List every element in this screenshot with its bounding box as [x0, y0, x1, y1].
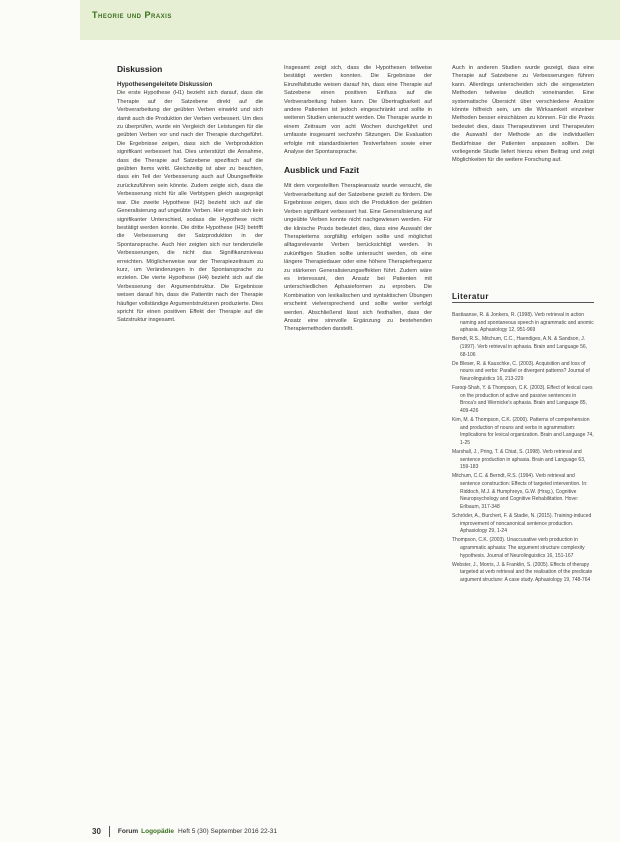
journal-name: Forum — [117, 828, 139, 835]
header-band — [80, 0, 620, 40]
page-number: 30 — [92, 827, 101, 836]
body-text-col2-bottom: Mit dem vorgestellten Therapieansatz wurde versucht, die Verbverarbeitung auf der Satzebene gezielt zu fördern. Die Ergebnisse zeigen, dass sich die Produktion der geübten Verben signifikant verbessert hat. Eine Generalisierung auf ungeübte Verben konnte nicht nachgewiesen werden. Für die klinische Praxis bedeutet dies, dass eine Auswahl der Therapieitems sorgfältig erfolgen sollte und möglichst alltagsrelevante Verben berücksichtigt werden. In zukünftigen Studien sollte untersucht werden, ob eine längere Therapiedauer oder eine höhere Therapiefrequenz zu stärkeren Generalisierungseffekten führt. Zudem wäre es interessant, den Ansatz bei Patienten mit unterschiedlichen Aphasieformen zu erproben. Die Kombination von lexikalischen und syntaktischen Übungen erscheint vielversprechend und sollte weiter verfolgt werden. Abschließend lässt sich festhalten, dass der Ansatz eine sinnvolle Ergänzung zu bestehenden Therapiemethoden darstellt. — [284, 183, 432, 333]
heading-diskussion: Diskussion — [117, 64, 163, 74]
reference-list — [452, 312, 594, 812]
literature-heading: Literatur — [452, 292, 594, 303]
heading-ausblick: Ausblick und Fazit — [284, 165, 360, 176]
reference-item: Bastiaanse, R. & Jonkers, R. (1998). Verb retrieval in action naming and spontaneous speech in agrammatic and anomic aphasia. Aphasiology 12, 951-969 — [452, 312, 594, 334]
reference-item: De Bleser, R. & Kauschke, C. (2003). Acquisition and loss of nouns and verbs: Parallel or divergent patterns? Journal of Neurolinguistics 16, 213-229 — [452, 360, 590, 382]
body-text-col1: Die erste Hypothese (H1) bezieht sich darauf, dass die Therapie auf der Satzebene direkt auf die Verbverarbeitung der geübten Verben einwirkt und sich damit auch die Produktion der Verben verbessert. Um dies zu überprüfen, wurde ein Vergleich der Leistungen für die geübten Verben vor und nach der Therapie durchgeführt. Die Ergebnisse zeigen, dass sich die Verbproduktion signifikant verbessert hat. Dies unterstützt die Annahme, dass die Therapie auf Satzebene spezifisch auf die geübten Items wirkt. Gleichzeitig ist aber zu beachten, dass ein Teil der Verbesserung auch auf Übungseffekte zurückzuführen sein könnte. Zudem zeigte sich, dass die Verbesserung nicht für alle Verbtypen gleich ausgeprägt war. Die zweite Hypothese (H2) bezieht sich auf die Generalisierung auf ungeübte Verben. Hier ergab sich kein signifikanter Unterschied, sodass die Hypothese nicht bestätigt werden konnte. Die dritte Hypothese (H3) betrifft die Verbesserung der Satzproduktion in der Spontansprache. Auch hier zeigten sich nur tendenzielle Verbesserungen, die nicht das Signifikanzniveau erreichten. Möglicherweise war der Therapiezeitraum zu kurz, um Veränderungen in der Spontansprache zu erzielen. Die vierte Hypothese (H4) bezieht sich auf die Verbesserung der Argumentstruktur. Die Ergebnisse weisen darauf hin, dass die Patientin nach der Therapie häufiger vollständige Argumentstrukturen produzierte. Dies spricht für einen positiven Effekt der Therapie auf die Satzstruktur insgesamt. — [117, 90, 263, 324]
body-text-col2-top: Insgesamt zeigt sich, dass die Hypothesen teilweise bestätigt werden konnten. Die Ergebnisse der Einzelfallstudie weisen darauf hin, dass eine Therapie auf Satzebene einen positiven Einfluss auf die Verbverarbeitung haben kann. Die Übertragbarkeit auf andere Patienten ist jedoch eingeschränkt und sollte in weiteren Studien untersucht werden. Die Therapie wurde in einem Zeitraum von acht Wochen durchgeführt und umfasste insgesamt sechzehn Sitzungen. Die Evaluation erfolgte mit standardisierten Testverfahren sowie einer Analyse der Spontansprache. — [284, 65, 432, 156]
reference-item: Webster, J., Morris, J. & Franklin, S. (2005). Effects of therapy targeted at verb retrieval and the realisation of the predicate argument structure: A case study. Aphasiology 19, 748-764 — [452, 561, 593, 583]
reference-item: Mitchum, C.C. & Berndt, R.S. (1994). Verb retrieval and sentence construction: Effects of targeted intervention. In: Riddoch, M.J. & Humphreys, G.W. (Hrsg.), Cognitive Neuropsychology and Cognitive Rehabilitation. Hove: Erlbaum, 317-348 — [452, 473, 588, 510]
reference-item: Faroqi-Shah, Y. & Thompson, C.K. (2003). Effect of lexical cues on the production of active and passive sentences in Broca's and Wernicke's aphasia. Brain and Language 85, 409-426 — [452, 385, 593, 414]
body-text-col3: Auch in anderen Studien wurde gezeigt, dass eine Therapie auf Satzebene zu Verbesserungen führen kann. Allerdings unterscheiden sich die eingesetzten Methoden teilweise deutlich voneinander. Eine systematische Übersicht über verschiedene Ansätze könnte hilfreich sein, um die Wirksamkeit einzelner Methoden besser einschätzen zu können. Für die Praxis bedeutet dies, dass Therapeutinnen und Therapeuten die Auswahl der Methode an die individuellen Bedürfnisse der Patienten anpassen sollten. Die vorliegende Studie liefert hierzu einen Beitrag und zeigt Möglichkeiten für die weitere Forschung auf. — [452, 65, 594, 164]
journal-accent: Logopädie — [141, 828, 174, 835]
reference-item: Berndt, R.S., Mitchum, C.C., Haendiges, A.N. & Sandson, J. (1997). Verb retrieval in aphasia. Brain and Language 56, 68-106 — [452, 336, 588, 358]
footer-divider — [109, 826, 110, 837]
column-2 — [284, 64, 432, 809]
reference-item: Schröder, A., Burchert, F. & Stadie, N. (2015). Training-induced improvement of noncanonical sentence production. Aphasiology 29, 1-24 — [452, 513, 592, 535]
page-footer — [92, 826, 277, 837]
subheading-hypothesen: Hypothesengeleitete Diskussion — [117, 81, 213, 88]
reference-item: Marshall, J., Pring, T. & Chiat, S. (1998). Verb retrieval and sentence production in aphasia. Brain and Language 63, 159-183 — [452, 449, 586, 471]
column-1 — [117, 64, 263, 809]
reference-item: Kim, M. & Thompson, C.K. (2000). Patterns of comprehension and production of nouns and verbs in agrammatism: Implications for lexical organization. Brain and Language 74, 1-25 — [452, 417, 594, 446]
section-label: Theorie und Praxis — [92, 10, 172, 20]
issue-info: Heft 5 (30) September 2016 22-31 — [178, 828, 278, 835]
reference-item: Thompson, C.K. (2003). Unaccusative verb production in agrammatic aphasia: The argument structure complexity hypothesis. Journal of Neurolinguistics 16, 151-167 — [452, 537, 585, 559]
